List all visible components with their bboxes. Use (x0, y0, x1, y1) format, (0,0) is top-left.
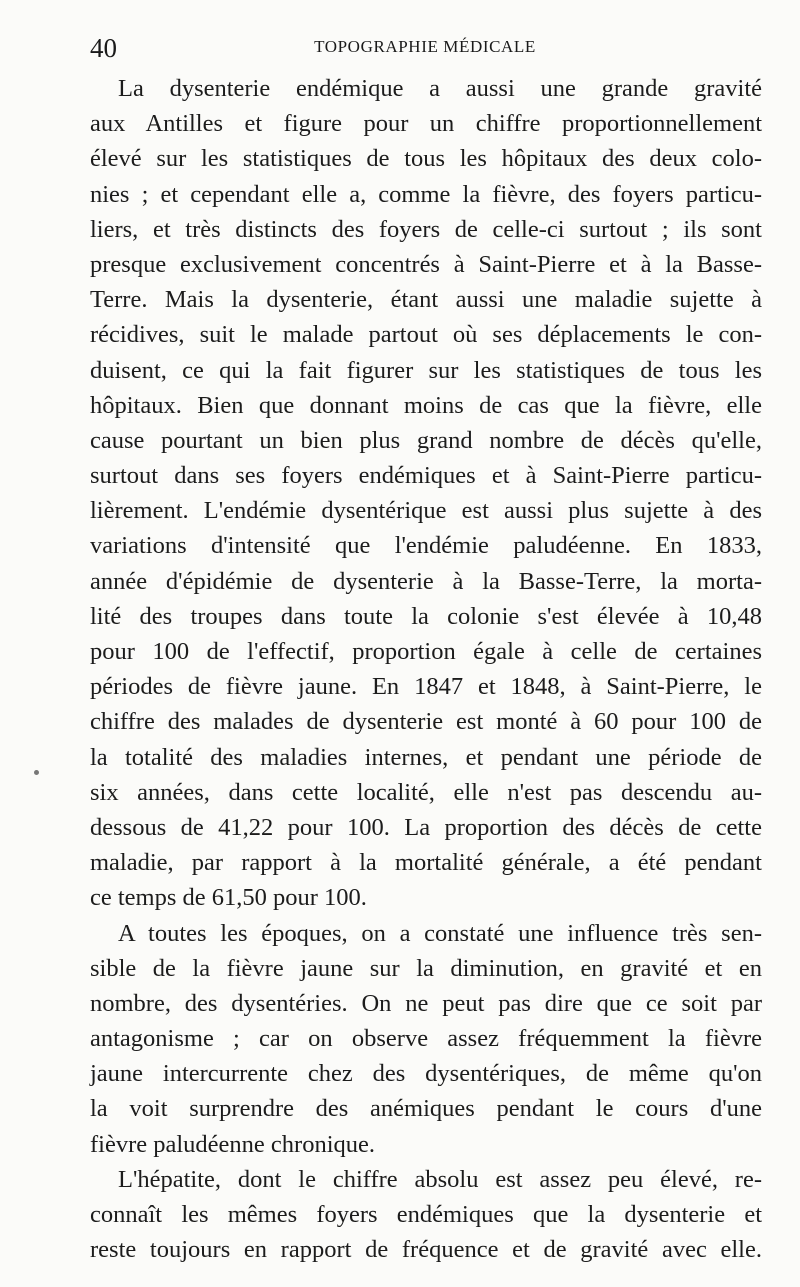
text-line: cause pourtant un bien plus grand nombre de décès qu'elle, (90, 426, 762, 454)
text-line: la totalité des maladies internes, et pendant une période de (90, 743, 762, 771)
text-line: maladie, par rapport à la mortalité générale, a été pendant (90, 849, 762, 877)
text-line: Terre. Mais la dysenterie, étant aussi une maladie sujette à (90, 286, 762, 314)
text-line: liers, et très distincts des foyers de celle-ci surtout ; ils sont (90, 215, 762, 243)
text-line: nombre, des dysentéries. On ne peut pas dire que ce soit par (90, 989, 762, 1017)
text-line: nies ; et cependant elle a, comme la fièvre, des foyers particu- (90, 180, 762, 208)
text-line: surtout dans ses foyers endémiques et à Saint-Pierre particu- (90, 462, 762, 490)
text-line: reste toujours en rapport de fréquence et de gravité avec elle. (90, 1236, 762, 1264)
text-line: année d'épidémie de dysenterie à la Basse-Terre, la morta- (90, 567, 762, 595)
text-line: fièvre paludéenne chronique. (90, 1130, 376, 1158)
text-line: périodes de fièvre jaune. En 1847 et 1848, à Saint-Pierre, le (90, 673, 762, 701)
text-line: récidives, suit le malade partout où ses déplacements le con- (90, 321, 762, 349)
text-line: chiffre des malades de dysenterie est monté à 60 pour 100 de (90, 708, 762, 736)
running-title: TOPOGRAPHIE MÉDICALE (314, 37, 536, 56)
text-line: hôpitaux. Bien que donnant moins de cas que la fièvre, elle (90, 391, 762, 419)
body-text (90, 71, 762, 1267)
ink-speck (34, 770, 39, 775)
text-line: sible de la fièvre jaune sur la diminution, en gravité et en (90, 954, 762, 982)
text-line: lièrement. L'endémie dysentérique est aussi plus sujette à des (90, 497, 762, 525)
text-line: élevé sur les statistiques de tous les hôpitaux des deux colo- (90, 145, 762, 173)
text-line: six années, dans cette localité, elle n'est pas descendu au- (90, 778, 762, 806)
text-line: variations d'intensité que l'endémie paludéenne. En 1833, (90, 532, 762, 560)
text-line: dessous de 41,22 pour 100. La proportion des décès de cette (90, 813, 762, 841)
text-line: presque exclusivement concentrés à Saint-Pierre et à la Basse- (90, 250, 762, 278)
paragraph-dysenterie (90, 71, 762, 916)
text-line: la voit surprendre des anémiques pendant le cours d'une (90, 1095, 762, 1123)
text-line: ce temps de 61,50 pour 100. (90, 884, 367, 912)
text-line: duisent, ce qui la fait figurer sur les statistiques de tous les (90, 356, 762, 384)
paragraph-fievre-jaune (90, 916, 762, 1162)
text-line: lité des troupes dans toute la colonie s'est élevée à 10,48 (90, 602, 762, 630)
text-line: aux Antilles et figure pour un chiffre proportionnellement (90, 110, 762, 138)
text-line: pour 100 de l'effectif, proportion égale à celle de certaines (90, 638, 762, 665)
text-line: L'hépatite, dont le chiffre absolu est assez peu élevé, re- (118, 1165, 762, 1193)
text-line: antagonisme ; car on observe assez fréquemment la fièvre (90, 1025, 762, 1053)
text-line: A toutes les époques, on a constaté une influence très sen- (118, 919, 762, 947)
text-line: La dysenterie endémique a aussi une grande gravité (118, 75, 762, 102)
paragraph-hepatite (90, 1162, 762, 1268)
page-header (90, 33, 760, 63)
page-number: 40 (90, 33, 117, 63)
text-line: jaune intercurrente chez des dysentériques, de même qu'on (90, 1060, 762, 1088)
text-line: connaît les mêmes foyers endémiques que la dysenterie et (90, 1201, 762, 1228)
